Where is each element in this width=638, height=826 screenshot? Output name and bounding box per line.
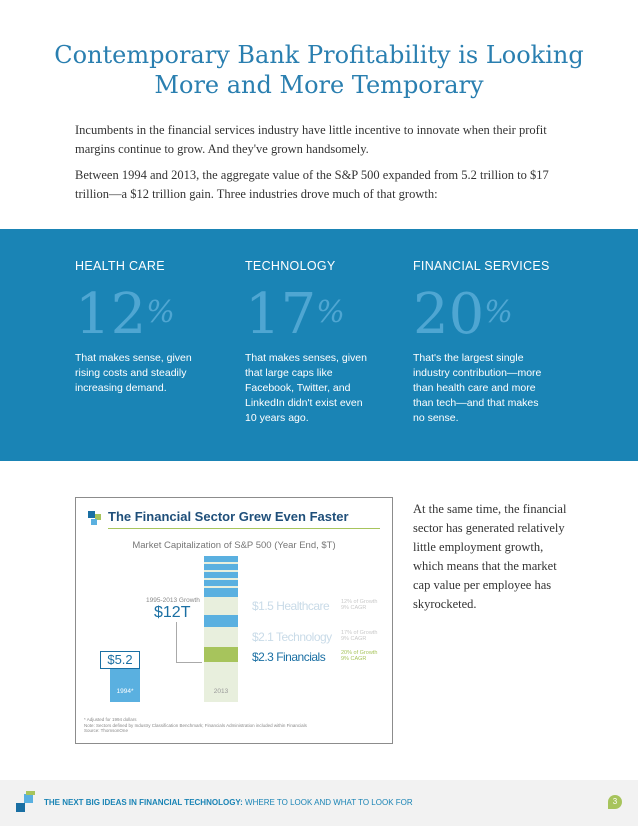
footer-text [44,798,413,807]
page-title [0,40,638,100]
footnote: Note: Sectors defined by Industry Classification Benchmark; Financials Administration included within Financials [84,722,307,728]
stats-band [0,229,638,461]
label-technology: $2.1 Technology [252,630,332,644]
note-technology: 17% of Growth 9% CAGR [341,630,378,642]
bar-segment [204,564,238,570]
stat-financial-services [413,259,573,426]
footer-rest-text: WHERE TO LOOK AND WHAT TO LOOK FOR [242,798,413,807]
intro-paragraph-1: Incumbents in the financial services industry have little incentive to innovate when their profit margins continue to grow. And they've grown handsomely. [75,123,547,156]
title-line-1: Contemporary Bank Profitability is Looking [54,41,584,69]
bar-segment [204,572,238,578]
growth-connector [176,622,177,662]
stat-heading: FINANCIAL SERVICES [413,259,550,273]
stat-value: 12% [75,282,175,347]
bar-segment-healthcare [204,599,238,613]
stat-value: 17% [245,282,345,347]
page-number: 3 [608,795,622,809]
note-healthcare: 12% of Growth 9% CAGR [341,599,378,611]
page-footer [0,780,638,826]
bar-segment [204,588,238,597]
growth-label: 1995-2013 Growth [146,597,200,604]
stat-value: 20% [413,282,513,347]
stat-technology [245,259,395,426]
intro-paragraph-2: Between 1994 and 2013, the aggregate value of the S&P 500 expanded from 5.2 trillion to $17 trillion—a $12 trillion gain. Three industries drove much of that growth: [75,168,549,201]
bar-segment-financials [204,647,238,662]
x-label-1994: 1994* [116,688,134,695]
footer-bold-text: THE NEXT BIG IDEAS IN FINANCIAL TECHNOLOGY: [44,798,243,807]
bar-segment-technology [204,629,238,645]
chart-subtitle: Market Capitalization of S&P 500 (Year End, $T) [132,540,336,551]
bar-2013 [204,556,238,702]
stat-heading: HEALTH CARE [75,259,165,273]
growth-value: $12T [154,604,191,621]
chart-figure [75,497,393,744]
chart-footnotes [84,717,384,734]
stat-health-care [75,259,225,396]
footer-logo-icon [16,791,38,813]
title-rule [108,528,380,529]
stat-heading: TECHNOLOGY [245,259,336,273]
stat-description: That makes senses, given that large caps like Facebook, Twitter, and LinkedIn didn't exist even 10 years ago. [245,352,367,424]
label-healthcare: $1.5 Healthcare [252,599,330,613]
label-financials: $2.3 Financials [252,650,326,664]
title-line-2: More and More Temporary [154,71,484,99]
side-paragraph: At the same time, the financial sector has generated relatively little employment growth, which means that the market cap value per employee has skyrocketed. [413,502,567,611]
bar-segment [204,615,238,627]
stat-description: That makes sense, given rising costs and steadily increasing demand. [75,352,192,394]
sector-logo-icon [88,511,102,525]
footnote: * Adjusted for 1994 dollars [84,717,137,722]
base-value-box: $5.2 [100,651,140,669]
bar-segment [204,580,238,586]
growth-connector-h [176,662,202,663]
note-financials: 20% of Growth 9% CAGR [341,650,378,662]
bar-segment [204,556,238,562]
stat-description: That's the largest single industry contribution—more than health care and more than tech—and that makes no sense. [413,352,542,424]
chart-title: The Financial Sector Grew Even Faster [108,509,349,524]
x-label-2013: 2013 [213,688,229,695]
footnote: Source: ThomsonOne [84,728,128,733]
bar-1994 [110,666,140,702]
